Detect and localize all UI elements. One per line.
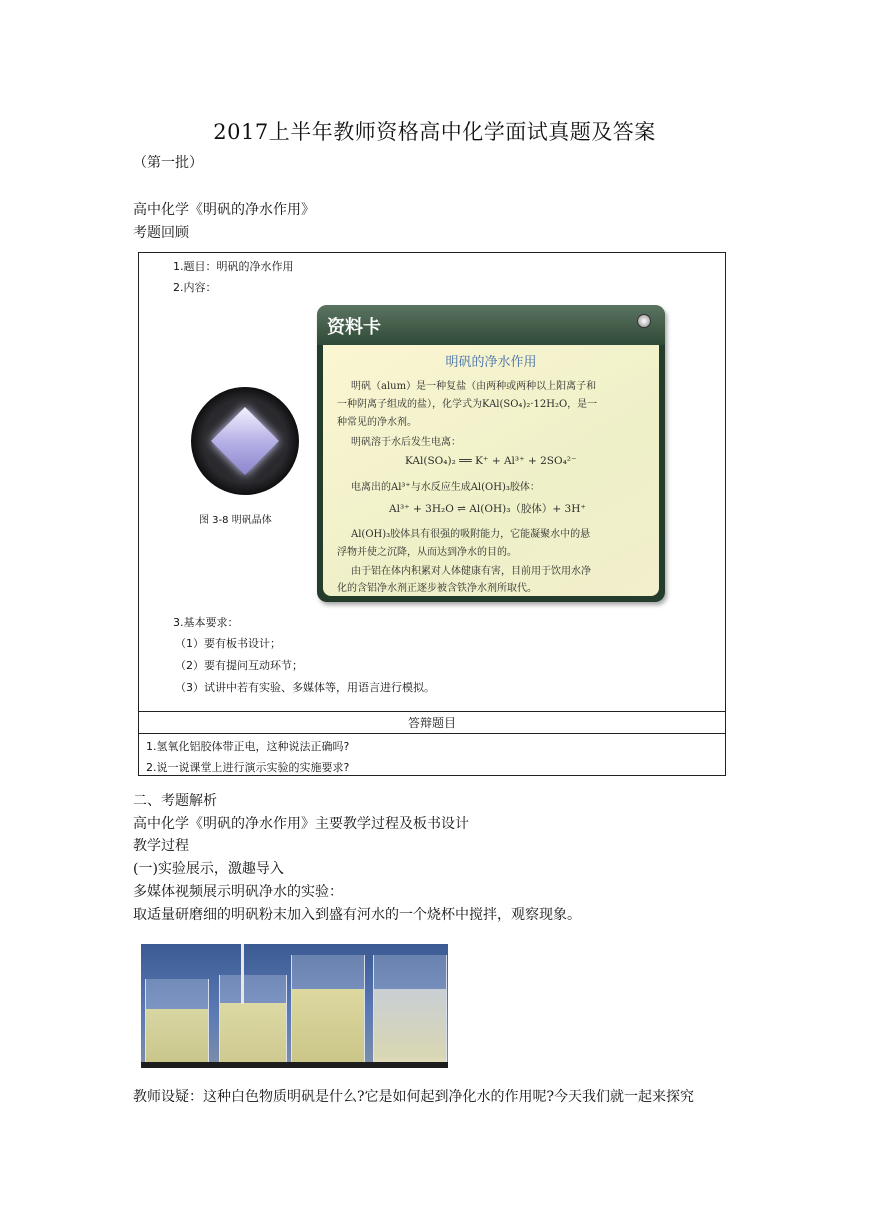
teaching-process-label: 教学过程	[133, 838, 189, 854]
defense-question-2: 2.说一说课堂上进行演示实验的实施要求?	[146, 761, 350, 774]
requirement-item: （2）要有提问互动环节；	[175, 659, 303, 672]
card-line: 种常见的净水剂。	[337, 417, 417, 428]
beaker	[145, 979, 209, 1068]
page-title: 2017上半年教师资格高中化学面试真题及答案	[213, 120, 656, 144]
process-heading: 高中化学《明矾的净水作用》主要教学过程及板书设计	[133, 816, 469, 832]
exam-question-box	[138, 252, 726, 776]
requirement-item: （1）要有板书设计；	[175, 637, 281, 650]
question-content	[139, 253, 725, 711]
stirring-rod	[241, 944, 244, 1004]
info-card	[317, 305, 665, 602]
batch-label: （第一批）	[133, 155, 203, 171]
card-line: 浮物并使之沉降，从而达到净水的目的。	[337, 547, 517, 558]
crystal-shape	[211, 407, 279, 475]
defense-question-1: 1.氢氧化铝胶体带正电，这种说法正确吗?	[146, 740, 350, 753]
section-heading: 二、考题解析	[133, 793, 217, 809]
item-title: 1.题目：明矾的净水作用	[173, 260, 294, 273]
beaker	[219, 975, 287, 1068]
info-card-title: 明矾的净水作用	[445, 355, 537, 370]
pin-icon	[637, 314, 651, 328]
beaker	[373, 955, 447, 1068]
step-action: 取适量研磨细的明矾粉末加入到盛有河水的一个烧杯中搅拌，观察现象。	[133, 907, 581, 923]
figure-caption: 图 3-8 明矾晶体	[199, 515, 272, 526]
card-line: Al(OH)₃胶体具有很强的吸附能力，它能凝聚水中的悬	[351, 529, 591, 540]
ionization-equation: KAl(SO₄)₂ ══ K⁺ + Al³⁺ + 2SO₄²⁻	[405, 455, 577, 467]
beakers-photo	[141, 944, 448, 1068]
item-content: 2.内容：	[173, 281, 217, 294]
topic-heading: 高中化学《明矾的净水作用》	[133, 202, 315, 218]
alum-crystal-image	[191, 387, 299, 495]
review-heading: 考题回顾	[133, 225, 189, 241]
card-line: 明矾溶于水后发生电离：	[351, 437, 461, 448]
requirement-item: （3）试讲中若有实验、多媒体等，用语言进行模拟。	[175, 681, 435, 694]
defense-questions	[139, 733, 725, 778]
info-card-header	[317, 305, 665, 345]
info-card-label: 资料卡	[327, 317, 381, 338]
beaker	[291, 955, 365, 1068]
card-line: 化的含铝净水剂正逐步被含铁净水剂所取代。	[337, 583, 537, 594]
teacher-question: 教师设疑：这种白色物质明矾是什么?它是如何起到净化水的作用呢?今天我们就一起来探究	[133, 1089, 695, 1105]
card-line: 由于铝在体内积累对人体健康有害，目前用于饮用水净	[351, 566, 591, 577]
table-edge	[141, 1062, 448, 1068]
defense-header: 答辩题目	[139, 711, 725, 734]
card-line: 明矾（alum）是一种复盐（由两种或两种以上阳离子和	[351, 381, 597, 392]
step-description: 多媒体视频展示明矾净水的实验：	[133, 884, 343, 900]
step-heading: (一)实验展示，激趣导入	[133, 861, 284, 877]
info-card-body	[323, 345, 659, 596]
hydrolysis-equation: Al³⁺ + 3H₂O ⇌ Al(OH)₃（胶体）+ 3H⁺	[389, 503, 586, 515]
requirements-heading: 3.基本要求：	[173, 616, 239, 629]
card-line: 一种阴离子组成的盐），化学式为KAl(SO₄)₂·12H₂O，是一	[337, 399, 598, 410]
card-line: 电离出的Al³⁺与水反应生成Al(OH)₃胶体：	[351, 482, 540, 493]
